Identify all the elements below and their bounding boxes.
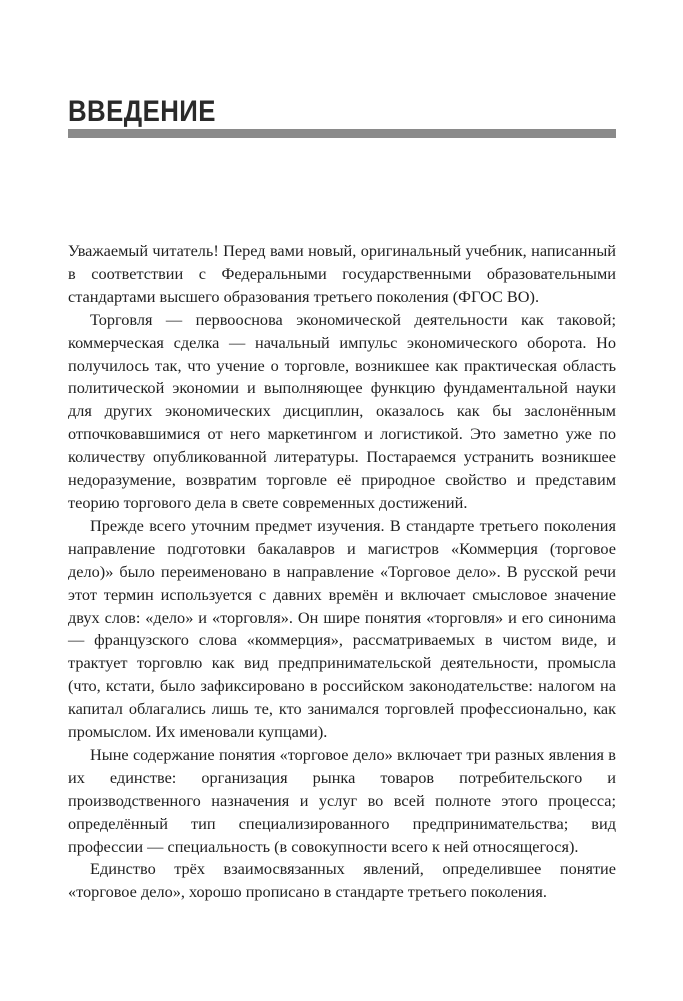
paragraph-content: Ныне содержание понятия «торговое дело» включает три разных явления в их единстве: организация рынка товаров потребительского и производственного назначения и услуг во всей полноте этого процесса; определённый тип специализированного предпринимательства; вид профессии — специальность (в совокупности всего к ней относящегося). [68,744,616,856]
paragraph-unity: Единство трёх взаимосвязанных явлений, определившее понятие «торговое дело», хорошо прописано в стандарте третьего поколения. [68,859,616,902]
paragraph-intro: Уважаемый читатель! Перед вами новый, оригинальный учебник, написанный в соответствии с Федеральными государственными образовательными стандартами высшего образования третьего поколения (ФГОС ВО). [68,241,616,306]
paragraph-subject: Прежде всего уточним предмет изучения. В стандарте третьего поколения направление подготовки бакалавров и магистров «Коммерция (торговое дело)» было переименовано в направление «Торговое дело». В русской речи этот термин используется с давних времён и включает смысловое значение двух слов: «дело» и «торговля». Он шире понятия «торговля» и его синонима — французского слова «коммерция», рассматриваемых в чистом виде, и трактует торговлю как вид предпринимательской деятельности, промысла (что, кстати, было зафиксировано в российском законодательстве: налогом на капитал облагались лишь те, кто занимался торговлей профессионально, как промыслом. Их именовали купцами). [68,515,616,742]
chapter-body [68,240,616,904]
chapter-title: ВВЕДЕНИЕ [68,95,216,128]
paragraph-trade: Торговля — первооснова экономической деятельности как таковой; коммерческая сделка — начальный импульс экономического оборота. Но получилось так, что учение о торговле, возникшее как практическая область политической экономии и выполняющее функцию фундаментальной науки для других экономических дисциплин, оказалось как бы заслонённым отпочковавшимися от него маркетингом и логистикой. Это заметно уже по количеству опубликованной литературы. Постараемся устранить возникшее недоразумение, возвратим торговле её природное свойство и представим теорию торгового дела в свете современных достижений. [68,309,616,512]
title-rule [68,129,616,138]
